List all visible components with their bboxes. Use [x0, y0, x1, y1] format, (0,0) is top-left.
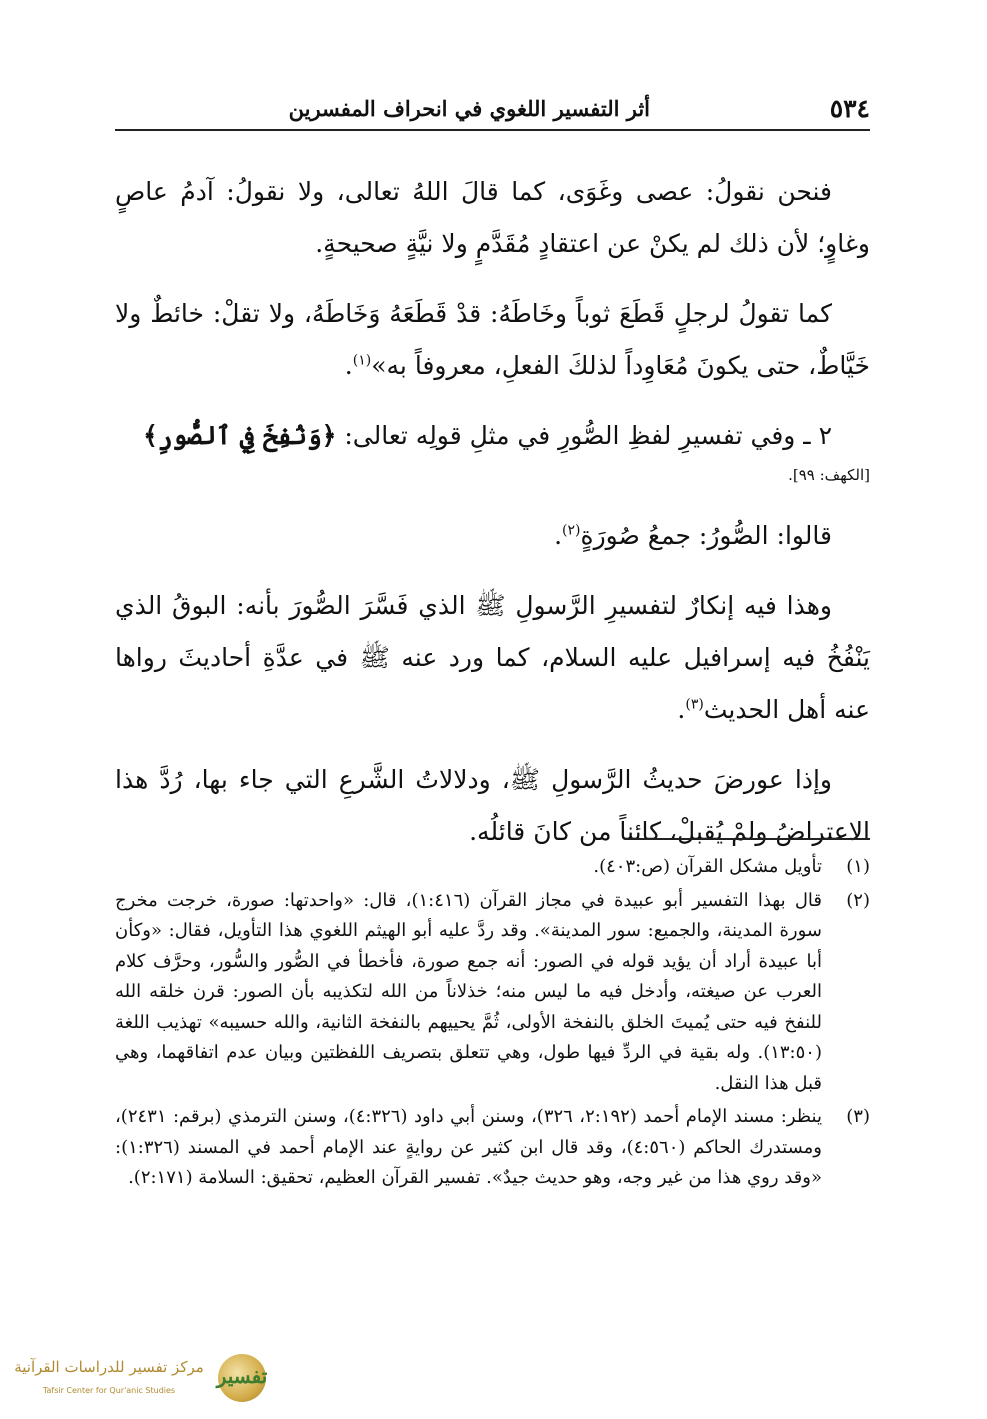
footnote-separator [625, 838, 870, 840]
tafsir-center-logo [0, 1352, 270, 1410]
quran-verse: ﴿وَنُفِخَ فِي ٱلصُّورِ﴾ [143, 421, 337, 450]
page-header [115, 92, 870, 130]
footnote-text: قال بهذا التفسير أبو عبيدة في مجاز القرآن (١:٤١٦)، قال: «واحدتها: صورة، خرجت مخرج سورة المدينة، والجميع: سور المدينة». وقد ردَّ عليه أبو الهيثم اللغوي هذا التأويل، فقال: «وكأن أبا عبيدة أراد أن يؤيد قوله في الصور: أنه جمع صورة، فأخطأ في الصُّور والسُّور، وحرَّف كلام العرب عن صيغته، وأدخل فيه ما ليس منه؛ خذلاناً من الله لتكذيبه بأن الصور: قرن خلقه الله للنفخ فيه حتى يُميتَ الخلق بالنفخة الأولى، ثُمَّ يحييهم بالنفخة الثانية، والله حسيبه» تهذيب اللغة (١٣:٥٠). وله بقية في الردِّ فيها طول، وهي تتعلق بتصريف اللفظتين وبيان عدم اتفاقهما، وهي قبل هذا النقل. [115, 889, 822, 1094]
header-rule [115, 129, 870, 131]
verse-citation: [الكهف: ٩٩]. [788, 466, 870, 484]
footnote-text: ينظر: مسند الإمام أحمد (٢:١٩٢، ٣٢٦)، وسنن أبي داود (٤:٣٢٦)، وسنن الترمذي (برقم: ٢٤٣١)، ومستدرك الحاكم (٤:٥٦٠)، وقد قال ابن كثير عن روايةٍ عند الإمام أحمد في المسند (١:٣٢٦): «وقد روي هذا من غير وجه، وهو حديث جيدٌ». تفسير القرآن العظيم، تحقيق: السلامة (٢:١٧١). [115, 1106, 822, 1188]
footnote-number: (٣) [846, 1106, 870, 1127]
footnote-ref-2[interactable]: (٢) [562, 522, 581, 539]
footnote-number: (٢) [846, 889, 870, 911]
paragraph-4: قالوا: الصُّورُ: جمعُ صُورَةٍ$^{(٢)}$. [554, 521, 832, 550]
footnote-ref-1[interactable]: (١) [352, 352, 372, 369]
paragraph-3: ٢ ـ وفي تفسيرِ لفظِ الصُّورِ في مثلِ قولِه تعالى: ﴿وَنُفِخَ فِي ٱلصُّورِ﴾ [143, 421, 832, 450]
page-number: ٥٣٤ [829, 94, 870, 123]
paragraph-6: وإذا عورضَ حديثُ الرَّسولِ ﷺ، ودلالاتُ الشَّرعِ التي جاء بها، رُدَّ هذا الاعتراضُ ولمْ يُقبلْ، كائناً من كانَ قائلُه. [115, 765, 870, 846]
footnote-2 [115, 886, 870, 1100]
paragraph-2: كما تقولُ لرجلٍ قَطَعَ ثوباً وخَاطَهُ: قدْ قَطَعَهُ وَخَاطَهُ، ولا تقلْ: خائطٌ ولا خَيَّاطٌ، حتى يكونَ مُعَاوِداً لذلكَ الفعلِ، معروفاً به»$^{(١)}$. [115, 299, 870, 380]
footnote-1 [115, 852, 870, 883]
paragraph-5: وهذا فيه إنكارٌ لتفسيرِ الرَّسولِ ﷺ الذي فَسَّرَ الصُّورَ بأنه: البوقُ الذي يَنْفُخُ فيه إسرافيل عليه السلام، كما ورد عنه ﷺ في عدَّةِ أحاديثَ رواها عنه أهل الحديث$^{(٣)}$. [115, 591, 870, 724]
paragraph-1: فنحن نقولُ: عصى وغَوَى، كما قالَ اللهُ تعالى، ولا نقولُ: آدمُ عاصٍ وغاوٍ؛ لأن ذلك لم يكنْ عن اعتقادٍ مُقَدَّمٍ ولا نيَّةٍ صحيحةٍ. [115, 177, 870, 258]
footnotes [115, 852, 870, 1197]
logo-center-name-en: Tafsir Center for Qur'anic Studies [42, 1386, 176, 1395]
running-title: أثر التفسير اللغوي في انحراف المفسرين [288, 96, 650, 121]
footnote-number: (١) [846, 856, 870, 877]
logo-emblem-text: تفسير [216, 1364, 268, 1388]
footnote-ref-3[interactable]: (٣) [685, 696, 704, 713]
logo-center-name: مركز تفسير للدراسات القرآنية [14, 1358, 204, 1376]
footnote-text: تأويل مشكل القرآن (ص:٤٠٣). [593, 856, 822, 877]
main-text [115, 166, 870, 876]
footnote-3 [115, 1102, 870, 1194]
